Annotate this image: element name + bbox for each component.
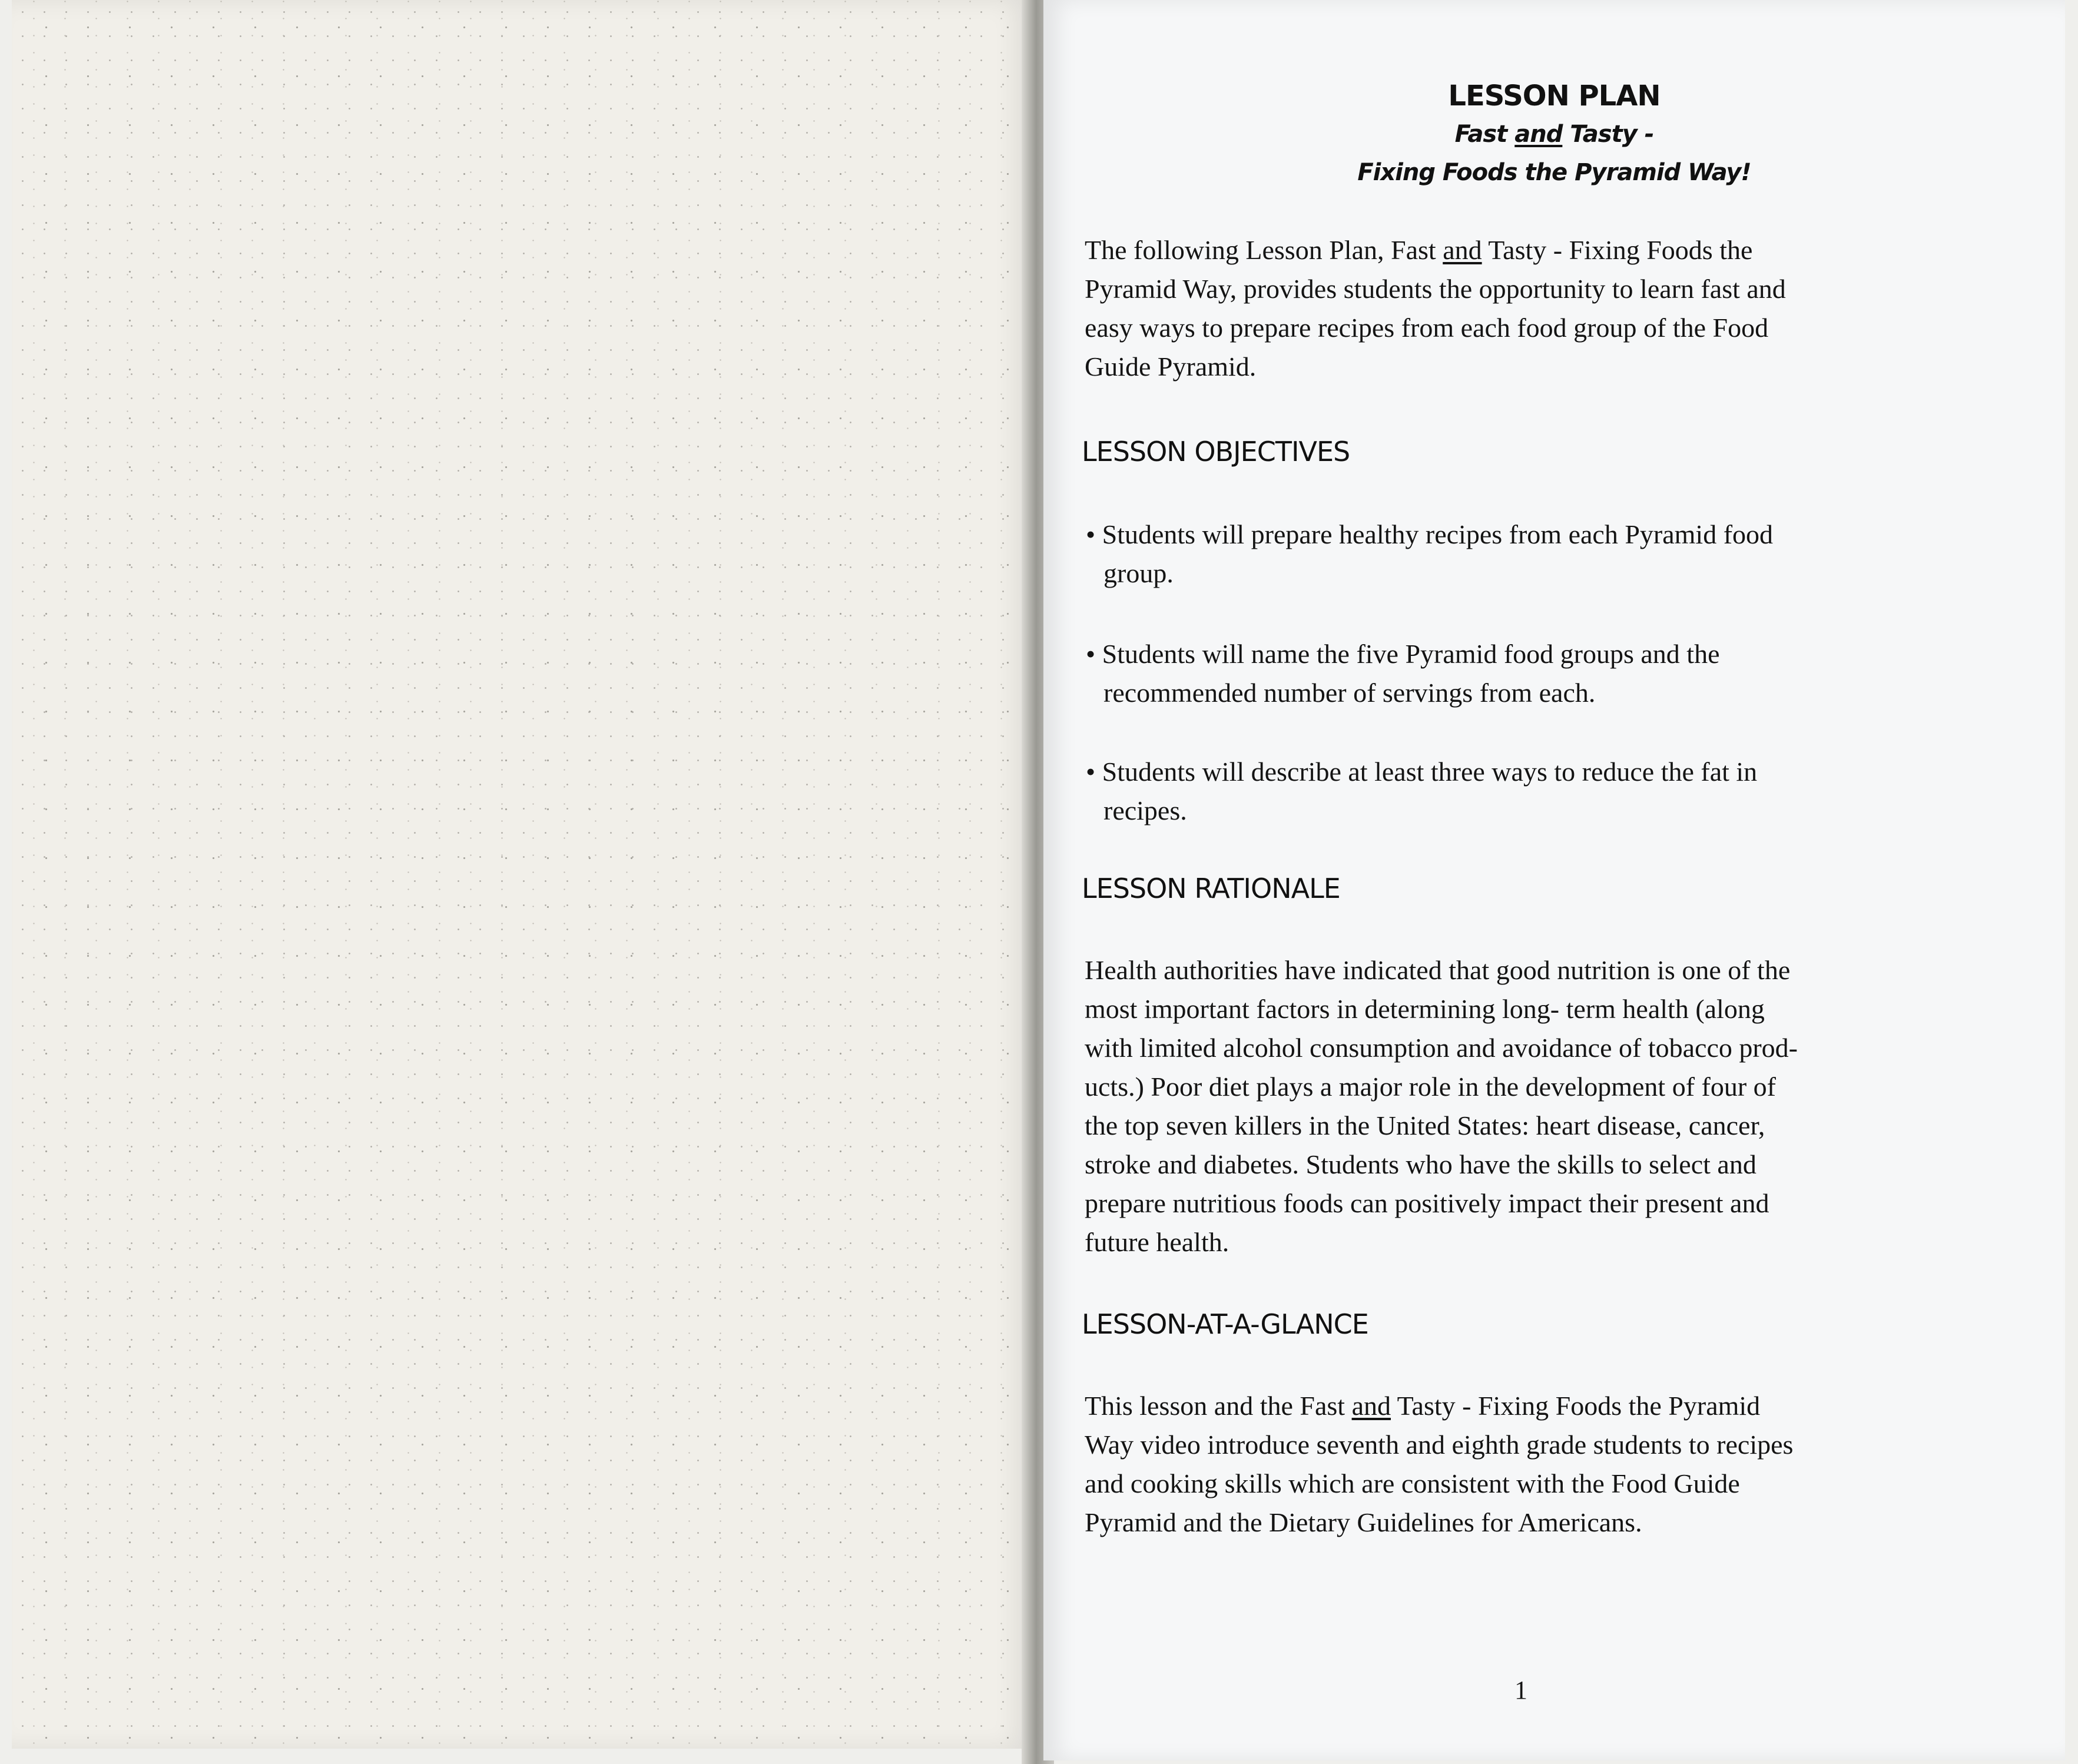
rationale-line: prepare nutritious foods can positively impact their present and bbox=[1085, 1188, 1769, 1218]
rationale-line: ucts.) Poor diet plays a major role in the development of four of bbox=[1085, 1072, 1776, 1102]
objective-line: recommended number of servings from each. bbox=[1103, 678, 1596, 708]
subtitle-underlined: and bbox=[1514, 121, 1563, 148]
rationale-heading: LESSON RATIONALE bbox=[1082, 873, 1340, 904]
intro-paragraph bbox=[1085, 231, 2027, 386]
intro-line-3: easy ways to prepare recipes from each food group of the Food bbox=[1085, 313, 1769, 343]
objective-line: group. bbox=[1103, 558, 1174, 588]
rationale-line: future health. bbox=[1085, 1227, 1229, 1257]
glance-line-3: and cooking skills which are consistent with the Food Guide bbox=[1085, 1468, 1740, 1498]
intro-line-4: Guide Pyramid. bbox=[1085, 352, 1257, 382]
intro-line-2: Pyramid Way, provides students the opportunity to learn fast and bbox=[1085, 274, 1786, 304]
glance-line-4: Pyramid and the Dietary Guidelines for Americans. bbox=[1085, 1507, 1642, 1537]
objective-line: • Students will describe at least three ways to reduce the fat in bbox=[1086, 757, 1758, 787]
rationale-line: most important factors in determining long- term health (along bbox=[1085, 994, 1765, 1024]
glance-heading: LESSON-AT-A-GLANCE bbox=[1082, 1308, 1368, 1340]
lesson-plan-subtitle bbox=[1043, 121, 2065, 148]
lesson-plan-subtitle-2: Fixing Foods the Pyramid Way! bbox=[1357, 159, 1751, 186]
lesson-plan-title: LESSON PLAN bbox=[1448, 79, 1661, 112]
objective-item bbox=[1086, 635, 2028, 712]
subtitle-text-end: Tasty - bbox=[1562, 121, 1654, 148]
left-blank-page bbox=[12, 0, 1033, 1749]
rationale-line: with limited alcohol consumption and avoidance of tobacco prod- bbox=[1085, 1033, 1798, 1063]
right-page bbox=[1043, 0, 2065, 1760]
objective-line: recipes. bbox=[1103, 795, 1187, 825]
subtitle-text: Fast bbox=[1454, 121, 1515, 148]
objective-item bbox=[1086, 515, 2028, 593]
glance-line-2: Way video introduce seventh and eighth grade students to recipes bbox=[1085, 1430, 1794, 1460]
rationale-line: Health authorities have indicated that good nutrition is one of the bbox=[1085, 955, 1791, 985]
objectives-heading: LESSON OBJECTIVES bbox=[1082, 436, 1350, 467]
rationale-paragraph bbox=[1085, 951, 2027, 1262]
page-number: 1 bbox=[1514, 1676, 1527, 1705]
glance-line-1: This lesson and the Fast and Tasty - Fixing Foods the Pyramid bbox=[1085, 1391, 1761, 1421]
intro-line-1: The following Lesson Plan, Fast and Tasty - Fixing Foods the bbox=[1085, 235, 1753, 265]
page-content bbox=[1043, 0, 2065, 1760]
objective-line: • Students will prepare healthy recipes from each Pyramid food bbox=[1086, 519, 1774, 549]
objective-line: • Students will name the five Pyramid food groups and the bbox=[1086, 639, 1720, 669]
rationale-line: stroke and diabetes. Students who have the skills to select and bbox=[1085, 1149, 1756, 1179]
objective-item bbox=[1086, 752, 2028, 830]
glance-paragraph bbox=[1085, 1387, 2027, 1542]
rationale-line: the top seven killers in the United States: heart disease, cancer, bbox=[1085, 1110, 1765, 1140]
